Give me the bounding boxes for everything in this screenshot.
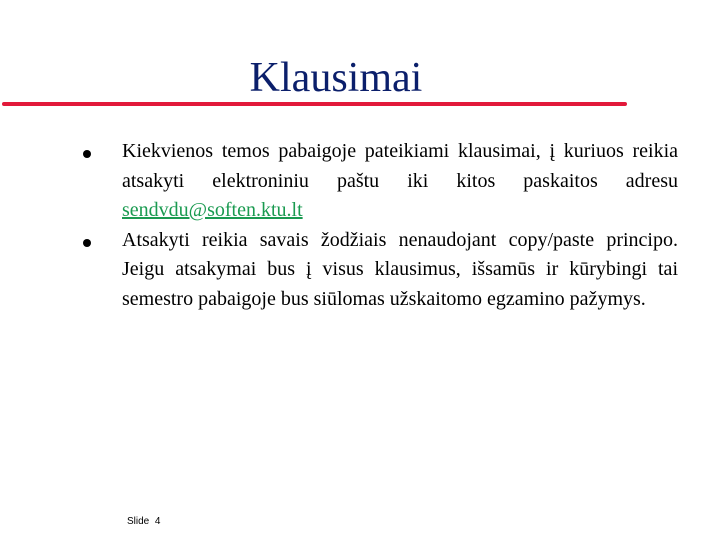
bullet-1-text: Kiekvienos temos pabaigoje pateikiami klausimai, į kuriuos reikia atsakyti elektroniniu paštu iki kitos paskaitos adresu <box>122 140 678 192</box>
bullet-item-1 <box>78 137 678 226</box>
slide-number: 4 <box>154 516 161 527</box>
email-link[interactable]: sendvdu@soften.ktu.lt <box>122 199 303 221</box>
title-underline-rule <box>2 102 627 106</box>
slide-label: Slide <box>127 516 150 527</box>
bullet-item-2 <box>78 226 678 315</box>
bullet-dot-icon <box>83 239 91 247</box>
bullet-list <box>78 137 678 314</box>
slide-title: Klausimai <box>249 55 423 101</box>
bullet-dot-icon <box>83 150 91 158</box>
slide-footer <box>127 516 160 527</box>
bullet-2-text: Atsakyti reikia savais žodžiais nenaudojant copy/paste principo. Jeigu atsakymai bus į visus klausimus, išsamūs ir kūrybingi tai semestro pabaigoje bus siūlomas užskaitomo egzamino pažymys. <box>122 228 678 310</box>
